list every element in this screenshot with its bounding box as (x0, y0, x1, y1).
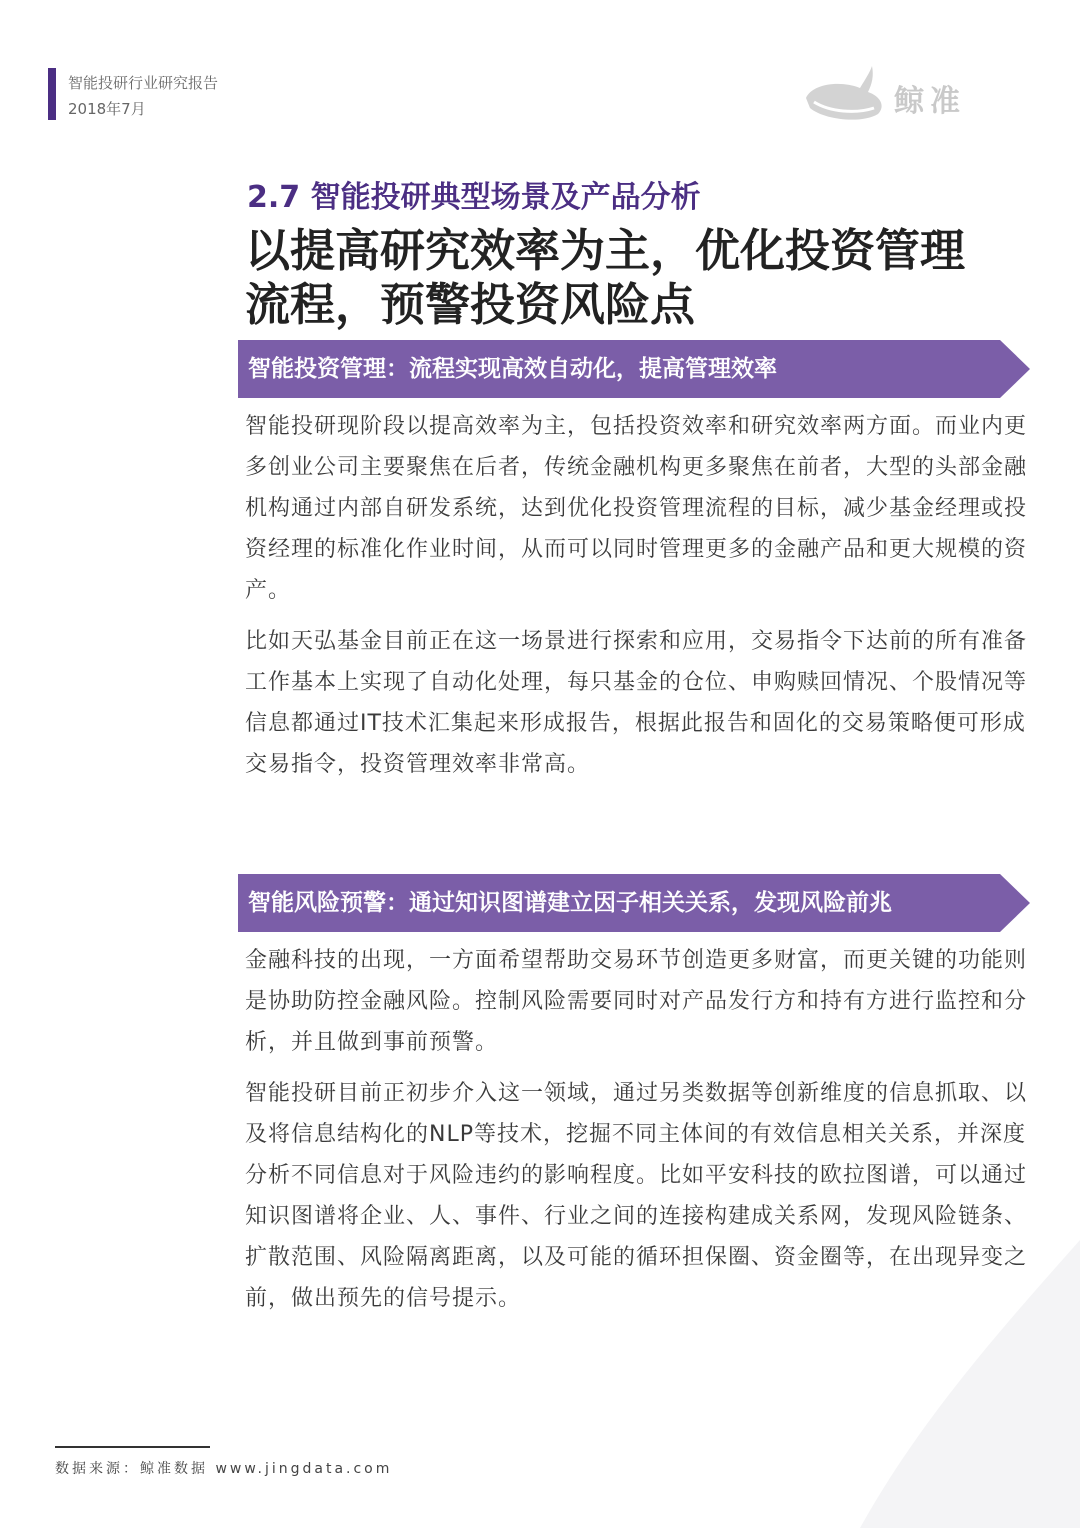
report-title: 智能投研行业研究报告 (68, 74, 219, 92)
paragraph: 智能投研目前正初步介入这一领域，通过另类数据等创新维度的信息抓取、以及将信息结构化的NLP等技术，挖掘不同主体间的有效信息相关关系，并深度分析不同信息对于风险违约的影响程度。比如平安科技的欧拉图谱，可以通过知识图谱将企业、人、事件、行业之间的连接构建成关系网，发现风险链条、扩散范围、风险隔离距离，以及可能的循环担保圈、资金圈等，在出现异变之前，做出预先的信号提示。 (245, 1081, 1028, 1311)
report-date: 2018年7月 (68, 100, 146, 118)
footer-divider (55, 1446, 210, 1448)
banner-label: 智能投资管理：流程实现高效自动化，提高管理效率 (248, 356, 777, 382)
headline-line-2: 流程，预警投资风险点 (245, 278, 696, 331)
banner-label: 智能风险预警：通过知识图谱建立因子相关关系，发现风险前兆 (248, 890, 892, 916)
brand-logo-text: 鲸准 (894, 84, 966, 119)
footer-source: 数据来源：鲸准数据 www.jingdata.com (55, 1461, 393, 1477)
section-banner-risk-warning (238, 874, 1030, 932)
paragraph: 金融科技的出现，一方面希望帮助交易环节创造更多财富，而更关键的功能则是协助防控金融风险。控制风险需要同时对产品发行方和持有方进行监控和分析，并且做到事前预警。 (245, 948, 1028, 1055)
section-title: 2.7 智能投研典型场景及产品分析 (247, 180, 701, 215)
report-header (68, 70, 218, 122)
paragraph: 比如天弘基金目前正在这一场景进行探索和应用，交易指令下达前的所有准备工作基本上实现了自动化处理，每只基金的仓位、申购赎回情况、个股情况等信息都通过IT技术汇集起来形成报告，根据此报告和固化的交易策略便可形成交易指令，投资管理效率非常高。 (245, 629, 1028, 777)
headline-line-1: 以提高研究效率为主，优化投资管理 (245, 224, 966, 277)
section-banner-investment-management (238, 340, 1030, 398)
page-headline (245, 224, 1045, 332)
paragraph: 智能投研现阶段以提高效率为主，包括投资效率和研究效率两方面。而业内更多创业公司主要聚焦在后者，传统金融机构更多聚焦在前者，大型的头部金融机构通过内部自研发系统，达到优化投资管理流程的目标，减少基金经理或投资经理的标准化作业时间，从而可以同时管理更多的金融产品和更大规模的资产。 (245, 414, 1028, 603)
header-accent-bar (48, 68, 56, 120)
